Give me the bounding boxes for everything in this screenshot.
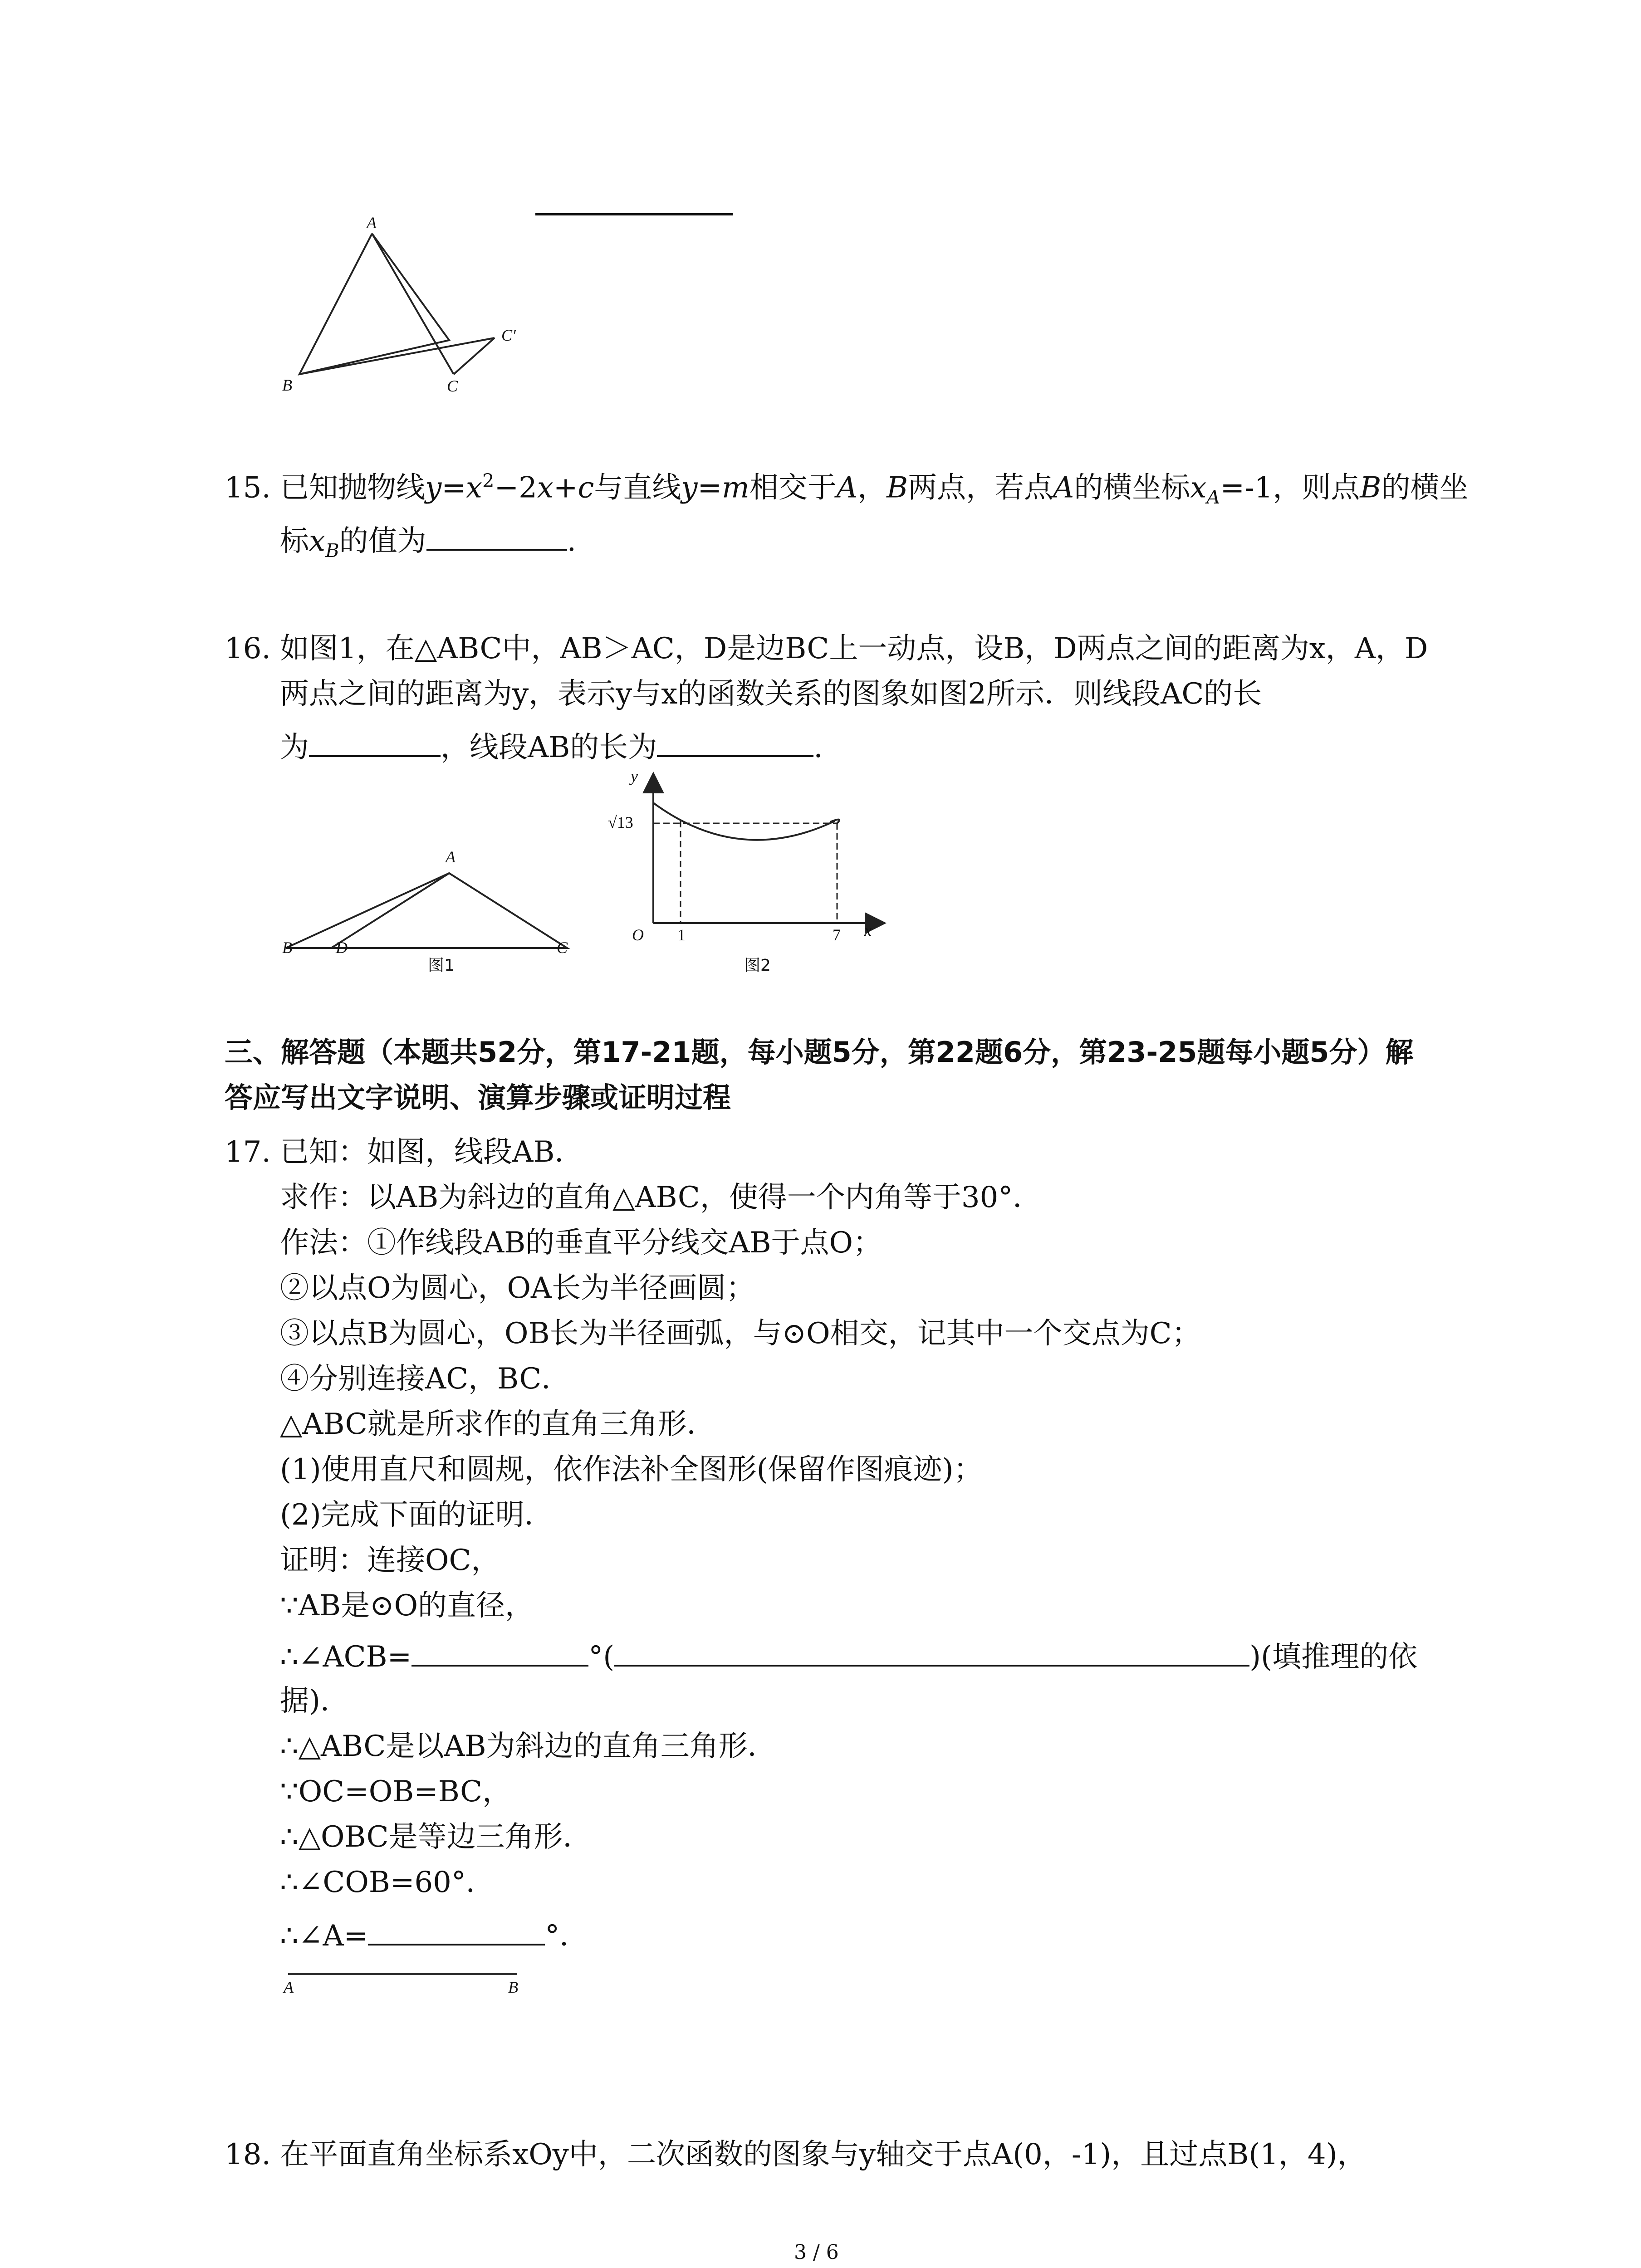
q16-fig1-label-c: C: [557, 938, 568, 957]
q15-answer-blank: [426, 517, 567, 551]
q17-step-s3: ∴△ABC是以AB为斜边的直角三角形．: [280, 1730, 777, 1763]
q16-fig1-label-d: D: [336, 938, 348, 957]
q16-figure2: [631, 771, 885, 953]
q16-fig1-label-b: B: [282, 938, 292, 957]
q17-step-s2-cont: 据)．: [280, 1684, 349, 1718]
section3-title-line1: 三、解答题（本题共52分，第17-21题，每小题5分，第22题6分，第23-25题每小题5分）解: [225, 1036, 1414, 1069]
q14-label-c: C: [447, 377, 458, 395]
q15-line1: 15. 已知抛物线$y=x^2-2x+c$与直线y=m相交于A，B两点，若点A的横坐标$x_A=-1$，则点B的横坐: [225, 469, 1469, 508]
q16-figure1: [272, 839, 590, 966]
q17-given: 17. 已知：如图，线段AB．: [225, 1135, 584, 1169]
q17-part2: (2)完成下面的证明．: [280, 1498, 554, 1532]
q17-angle-a-blank: [368, 1912, 545, 1945]
q17-step-s6: ∴∠COB=60°．: [280, 1866, 495, 1899]
q16-fig2-tick-1: 1: [677, 926, 686, 944]
q14-triangle-figure: [272, 213, 544, 404]
q17-result: △ABC就是所求作的直角三角形．: [280, 1408, 716, 1441]
q16-fig2-sqrt13: √13: [608, 813, 633, 831]
q17-segment-label-b: B: [508, 1978, 518, 1996]
q16-line1: 16. 如图1，在△ABC中，AB＞AC，D是边BC上一动点，设B，D两点之间的距离为x，A，D: [225, 632, 1428, 665]
q17-method: 作法：①作线段AB的垂直平分线交AB于点O；: [280, 1226, 882, 1260]
section3-title-line2: 答应写出文字说明、演算步骤或证明过程: [225, 1081, 731, 1114]
q14-label-cprime: C′: [501, 326, 516, 344]
q16-fig2-caption: 图2: [744, 956, 771, 975]
q17-step-s1: ∵AB是⊙O的直径，: [280, 1589, 534, 1623]
q14-answer-blank: [535, 213, 733, 215]
q17-segment-ab: [288, 1973, 517, 1975]
q16-line2: 两点之间的距离为y，表示y与x的函数关系的图象如图2所示．则线段AC的长: [280, 677, 1262, 711]
q17-step-s2: ∴∠ACB= °( )(填推理的依: [280, 1633, 1417, 1680]
q17-part1: (1)使用直尺和圆规，依作法补全图形(保留作图痕迹)；: [280, 1453, 983, 1486]
q16-fig2-x-label: x: [864, 921, 872, 939]
q14-label-a: A: [367, 214, 377, 232]
q17-step-s7: ∴∠A= °．: [280, 1912, 588, 1959]
q16-fig1-label-a: A: [446, 848, 456, 866]
q18-line1: 18. 在平面直角坐标系xOy中，二次函数的图象与y轴交于点A(0，-1)，且过点B(1，4)，: [225, 2138, 1367, 2171]
q17-step-s5: ∴△OBC是等边三角形．: [280, 1820, 592, 1854]
q17-step-s4: ∵OC=OB=BC，: [280, 1775, 512, 1809]
q16-ab-blank: [657, 723, 813, 757]
q16-fig2-tick-7: 7: [833, 926, 841, 944]
q16-line3: 为 ，线段AB的长为 .: [280, 723, 823, 770]
q15-line2: 标$x_B$的值为 .: [280, 517, 576, 573]
q17-construct: 求作：以AB为斜边的直角△ABC，使得一个内角等于30°．: [280, 1181, 1042, 1214]
q16-fig2-y-label: y: [631, 767, 638, 785]
q17-segment-label-a: A: [284, 1978, 294, 1996]
q15-number: 15.: [225, 471, 271, 505]
q17-step3: ③以点B为圆心，OB长为半径画弧，与⊙O相交，记其中一个交点为C；: [280, 1317, 1201, 1350]
q17-proof-start: 证明：连接OC，: [280, 1544, 500, 1577]
q17-reason-blank: [614, 1633, 1249, 1667]
q16-fig2-origin: O: [632, 926, 644, 944]
q14-label-b: B: [282, 376, 292, 394]
q16-number: 16.: [225, 632, 271, 665]
q17-number: 17.: [225, 1135, 271, 1169]
q16-ac-blank: [309, 723, 441, 757]
q17-angle-blank: [411, 1633, 588, 1667]
q17-step4: ④分别连接AC，BC．: [280, 1362, 571, 1396]
page-number: 3 / 6: [794, 2241, 839, 2264]
q18-number: 18.: [225, 2138, 271, 2171]
q16-fig1-caption: 图1: [428, 956, 455, 975]
q17-step2: ②以点O为圆心，OA长为半径画圆；: [280, 1271, 755, 1305]
